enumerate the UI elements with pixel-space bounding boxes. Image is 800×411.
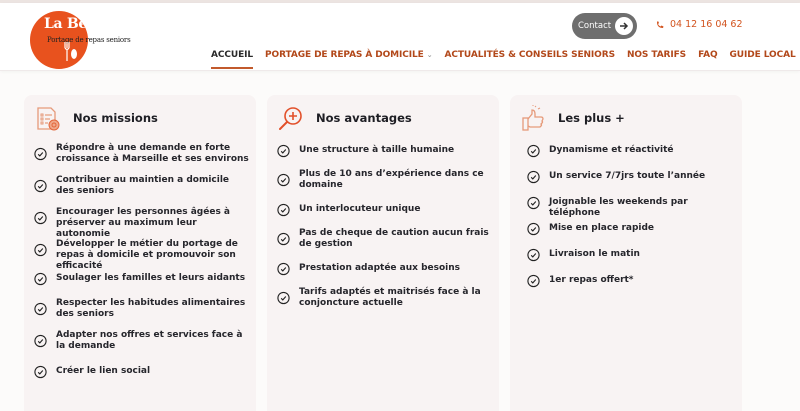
card-title: Nos missions (73, 111, 158, 125)
main-nav (211, 50, 800, 68)
item-text: Respecter les habitudes alimentaires des seniors (56, 298, 246, 319)
arrow-right-icon (615, 17, 633, 35)
magnifier-plus-icon (277, 105, 305, 133)
item-text: Un interlocuteur unique (299, 204, 421, 214)
logo-title (44, 16, 141, 32)
contact-button[interactable] (572, 13, 637, 39)
card-les-plus (510, 95, 742, 411)
nav-actualites[interactable] (444, 50, 614, 68)
nav-label: ACTUALITÉS & CONSEILS SENIORS (444, 50, 615, 60)
item-text: Développer le métier du portage de repas à domicile et promouvoir son efficacité (56, 239, 238, 271)
list-item (277, 287, 492, 309)
check-circle-icon (527, 274, 540, 287)
item-text: Encourager les personnes âgées à préserver au maximum leur autonomie (56, 207, 231, 239)
thumbs-up-icon (520, 105, 548, 133)
contact-label: Contact (578, 21, 612, 31)
item-text: Une structure à taille humaine (299, 145, 455, 155)
item-text: Prestation adaptée aux besoins (299, 263, 461, 273)
list-item (527, 171, 737, 182)
item-text: Adapter nos offres et services face à la demande (56, 330, 243, 351)
logo-title-part1: La Bella (44, 16, 106, 32)
item-text: Pas de cheque de caution aucun frais de gestion (299, 228, 489, 249)
chevron-down-icon: ⌄ (426, 51, 433, 59)
check-circle-icon (277, 203, 290, 216)
item-text: 1er repas offert* (549, 275, 634, 285)
check-circle-icon (34, 272, 47, 285)
list-item (277, 204, 492, 215)
check-circle-icon (34, 335, 47, 348)
nav-guide-local[interactable] (730, 50, 796, 68)
list-item (34, 298, 249, 320)
nav-faq[interactable] (698, 50, 717, 68)
check-circle-icon (527, 222, 540, 235)
list-item (527, 275, 737, 286)
card-avantages (267, 95, 499, 411)
check-circle-icon (34, 303, 47, 316)
list-item (34, 330, 249, 352)
list-item (277, 263, 492, 274)
item-text: Contribuer au maintien a domicile des seniors (56, 175, 230, 196)
list-item (527, 249, 737, 260)
les-plus-list (527, 145, 737, 286)
check-circle-icon (34, 212, 47, 225)
fork-spoon-icon (62, 41, 80, 63)
phone-number: 04 12 16 04 62 (670, 19, 743, 30)
check-circle-icon (277, 144, 290, 157)
item-text: Tarifs adaptés et maitrisés face à la conjoncture actuelle (299, 287, 481, 308)
nav-tarifs[interactable] (627, 50, 686, 68)
list-item (34, 207, 249, 239)
nav-accueil[interactable] (211, 50, 253, 68)
list-item (34, 273, 249, 284)
card-title: Nos avantages (316, 111, 412, 125)
list-item (277, 169, 492, 191)
check-circle-icon (34, 148, 47, 161)
logo-subtitle: Portage de repas seniors (47, 36, 131, 44)
list-item (527, 197, 737, 218)
check-circle-icon (527, 170, 540, 183)
item-text: Dynamisme et réactivité (549, 145, 674, 155)
phone-link[interactable] (656, 19, 743, 30)
site-header (0, 3, 800, 71)
list-item (34, 366, 249, 377)
list-item (277, 228, 492, 250)
avantages-list (277, 145, 492, 309)
check-circle-icon (34, 180, 47, 193)
phone-icon (656, 21, 664, 29)
nav-portage[interactable] (265, 50, 432, 68)
item-text: Plus de 10 ans d’expérience dans ce domaine (299, 169, 484, 190)
check-circle-icon (277, 233, 290, 246)
check-circle-icon (34, 244, 47, 257)
item-text: Répondre à une demande en forte croissance à Marseille et ses environs (56, 143, 249, 164)
check-circle-icon (527, 144, 540, 157)
item-text: Un service 7/7jrs toute l’année (549, 171, 706, 181)
check-circle-icon (34, 365, 47, 378)
check-circle-icon (527, 196, 540, 209)
list-item (277, 145, 492, 156)
checklist-target-icon (34, 105, 62, 133)
item-text: Joignable les weekends par téléphone (549, 197, 688, 218)
nav-label: NOS TARIFS (626, 50, 687, 60)
nav-label: ACCUEIL (211, 50, 254, 60)
nav-label: FAQ (698, 50, 718, 60)
list-item (34, 143, 249, 165)
card-missions (24, 95, 256, 411)
item-text: Créer le lien social (56, 366, 151, 376)
item-text: Livraison le matin (549, 249, 640, 259)
list-item (34, 239, 249, 271)
list-item (34, 175, 249, 197)
missions-list (34, 143, 249, 377)
check-circle-icon (277, 174, 290, 187)
list-item (527, 223, 737, 234)
list-item (527, 145, 737, 156)
item-text: Soulager les familles et leurs aidants (56, 273, 246, 283)
nav-label: GUIDE LOCAL (729, 50, 796, 60)
item-text: Mise en place rapide (549, 223, 655, 233)
check-circle-icon (277, 292, 290, 305)
card-title: Les plus + (558, 111, 625, 125)
nav-label: PORTAGE DE REPAS À DOMICILE (265, 50, 424, 60)
check-circle-icon (527, 248, 540, 261)
logo[interactable] (28, 8, 158, 70)
check-circle-icon (277, 262, 290, 275)
logo-title-part2: Vita (105, 16, 141, 32)
